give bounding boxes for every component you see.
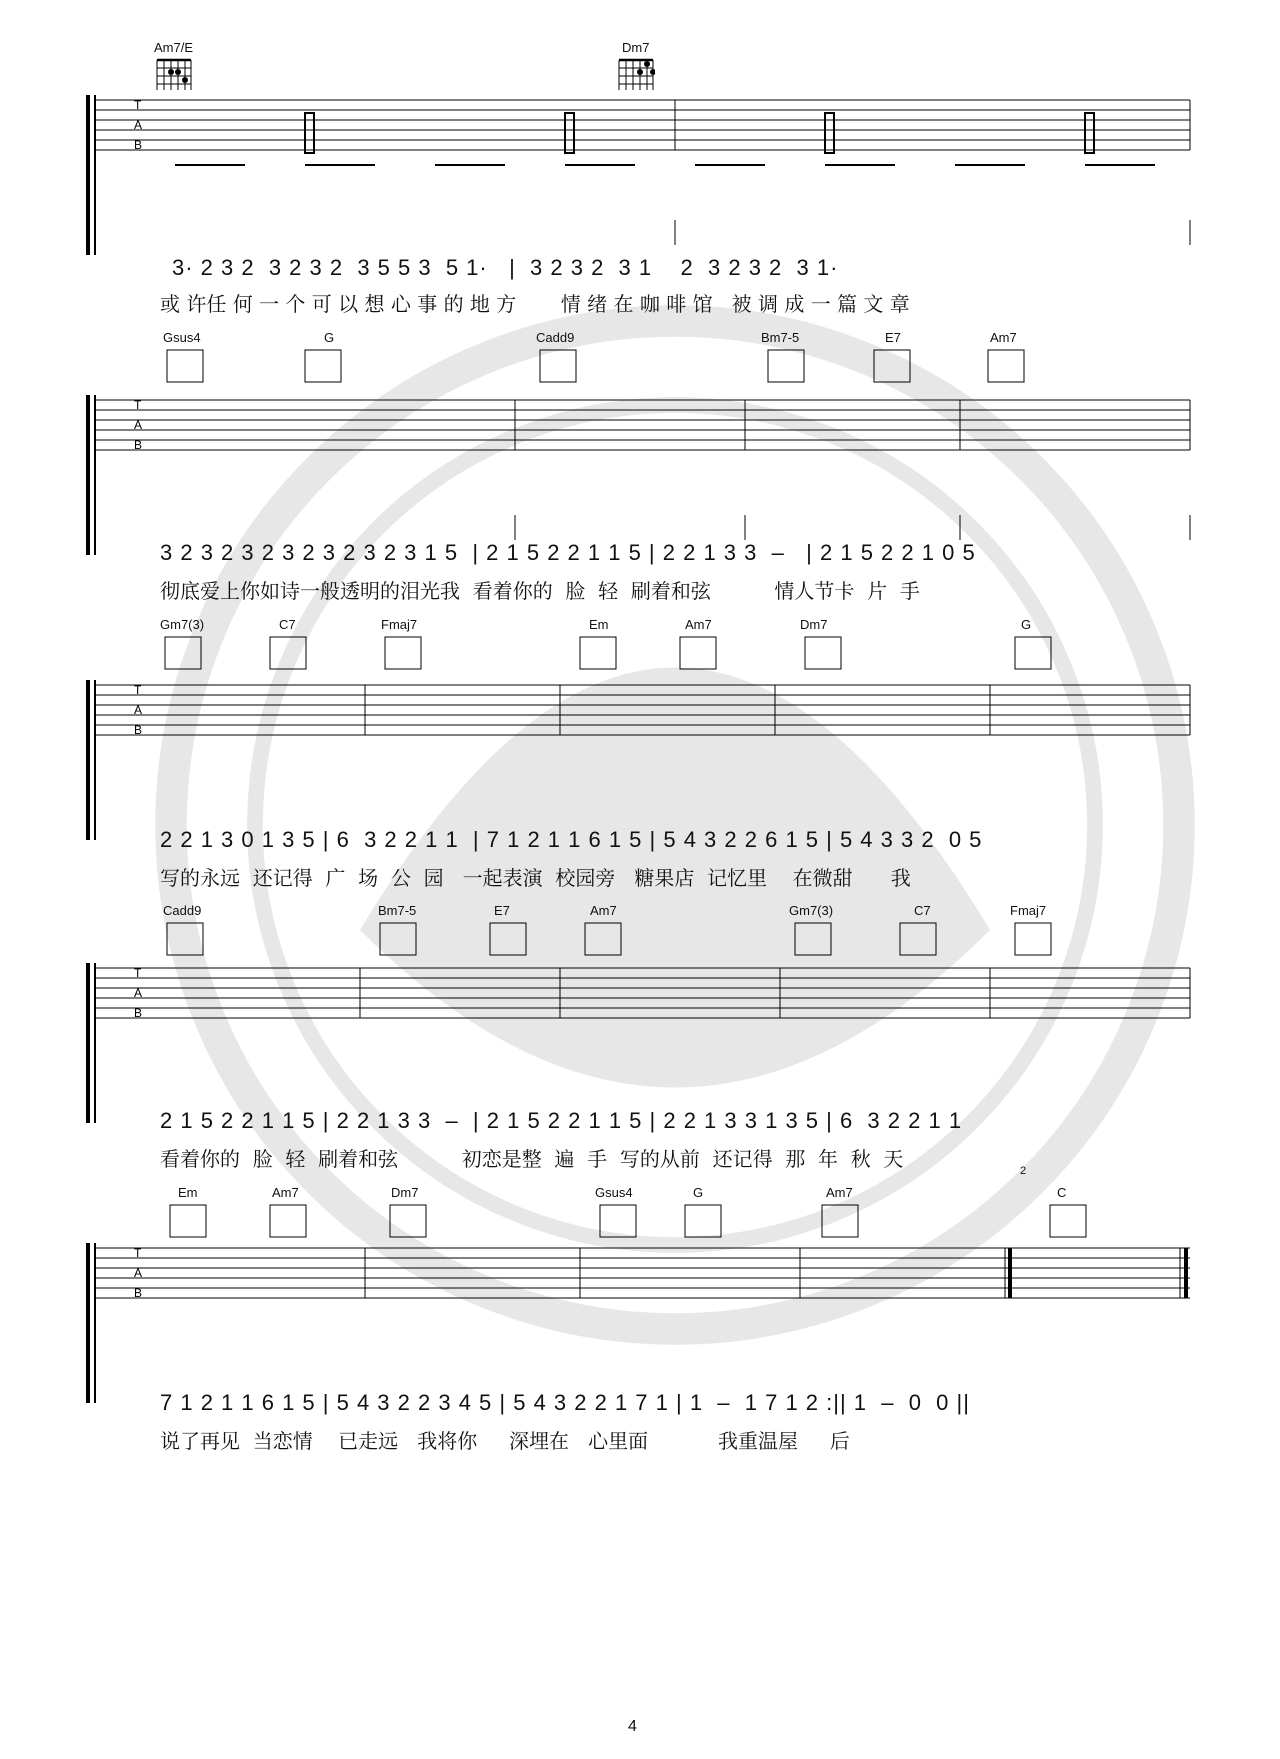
lyrics-line: 写的永远 还记得 广 场 公 园 一起表演 校园旁 糖果店 记忆里 在微甜 我: [160, 866, 911, 890]
chord-name: Am7: [990, 330, 1017, 345]
svg-text:A: A: [134, 703, 143, 717]
chord-name: Dm7: [391, 1185, 419, 1200]
lyrics-line: 或 许任 何 一 个 可 以 想 心 事 的 地 方 情 绪 在 咖 啡 馆 被 调 成 一 篇 文 章: [160, 292, 910, 316]
svg-text:T: T: [134, 398, 142, 412]
tab-staff: [0, 1243, 1280, 1413]
svg-text:B: B: [134, 1286, 143, 1300]
tab-clef-label: T: [134, 98, 142, 112]
chord-name: Bm7-5: [761, 330, 800, 345]
chord-name: Fmaj7: [1010, 903, 1047, 918]
chord-name: G: [1021, 617, 1032, 632]
chord-name: G: [693, 1185, 704, 1200]
svg-text:B: B: [134, 723, 143, 737]
chord-name: Cadd9: [163, 903, 202, 918]
tab-staff: [0, 680, 1280, 850]
svg-text:B: B: [134, 438, 143, 452]
chord-name: Gm7(3): [789, 903, 834, 918]
svg-text:A: A: [134, 986, 143, 1000]
chord-diagram: [155, 58, 193, 92]
svg-text:A: A: [134, 118, 143, 132]
svg-text:T: T: [134, 966, 142, 980]
chord-name: Am7/E: [154, 40, 194, 55]
chord-name: Gsus4: [595, 1185, 633, 1200]
chord-name: Cadd9: [536, 330, 575, 345]
jianpu-notation: 2 2 1 3 0 1 3 5 | 6 3 2 2 1 1 | 7 1 2 1 1 6 1 5 | 5 4 3 2 2 6 1 5 | 5 4 3 3 2 0 5: [160, 827, 983, 852]
chord-name: Am7: [826, 1185, 853, 1200]
lyrics-line: 说了再见 当恋情 已走远 我将你 深埋在 心里面 我重温屋 后: [160, 1429, 850, 1453]
svg-text:B: B: [134, 1006, 143, 1020]
chord-name: Am7: [685, 617, 712, 632]
chord-name: Em: [178, 1185, 198, 1200]
chord-name: E7: [494, 903, 510, 918]
chord-name: Bm7-5: [378, 903, 417, 918]
svg-text:T: T: [134, 683, 142, 697]
chord-name: Dm7: [800, 617, 828, 632]
chord-name: Am7: [590, 903, 617, 918]
chord-name: C7: [914, 903, 931, 918]
volta-bracket-label: 2: [1020, 1165, 1027, 1177]
svg-text:T: T: [134, 1246, 142, 1260]
chord-name: Gsus4: [163, 330, 201, 345]
chord-diagrams: [0, 1203, 1280, 1241]
svg-text:A: A: [134, 418, 143, 432]
chord-name: Fmaj7: [381, 617, 418, 632]
jianpu-notation: 2 1 5 2 2 1 1 5 | 2 2 1 3 3 – | 2 1 5 2 2 1 1 5 | 2 2 1 3 3 1 3 5 | 6 3 2 2 1 1: [160, 1108, 963, 1133]
svg-text:B: B: [134, 138, 143, 152]
jianpu-notation: 3 2 3 2 3 2 3 2 3 2 3 2 3 1 5 | 2 1 5 2 2 1 1 5 | 2 2 1 3 3 – | 2 1 5 2 2 1 0 5: [160, 540, 976, 565]
chord-name: Em: [589, 617, 609, 632]
svg-text:A: A: [134, 1266, 143, 1280]
chord-name: C7: [279, 617, 296, 632]
chord-name: Gm7(3): [160, 617, 205, 632]
chord-diagrams: [0, 635, 1280, 673]
chord-name: Dm7: [622, 40, 650, 55]
jianpu-notation: 7 1 2 1 1 6 1 5 | 5 4 3 2 2 3 4 5 | 5 4 3 2 2 1 7 1 | 1 – 1 7 1 2 :|| 1 – 0 0 ||: [160, 1390, 970, 1415]
chord-name: G: [324, 330, 335, 345]
chord-name: E7: [885, 330, 901, 345]
chord-name: Am7: [272, 1185, 299, 1200]
chord-name: C: [1057, 1185, 1067, 1200]
chord-diagrams: [0, 348, 1280, 386]
chord-diagram: [617, 58, 655, 92]
lyrics-line: 彻底爱上你如诗一般透明的泪光我 看着你的 脸 轻 刷着和弦 情人节卡 片 手: [160, 579, 920, 603]
chord-diagrams: [0, 921, 1280, 959]
page-number: 4: [628, 1718, 637, 1735]
lyrics-line: 看着你的 脸 轻 刷着和弦 初恋是整 遍 手 写的从前 还记得 那 年 秋 天: [160, 1147, 904, 1171]
tab-staff: [0, 95, 1280, 265]
jianpu-notation: 3· 2 3 2 3 2 3 2 3 5 5 3 5 1· | 3 2 3 2 3 1 2 3 2 3 2 3 1·: [172, 255, 839, 280]
